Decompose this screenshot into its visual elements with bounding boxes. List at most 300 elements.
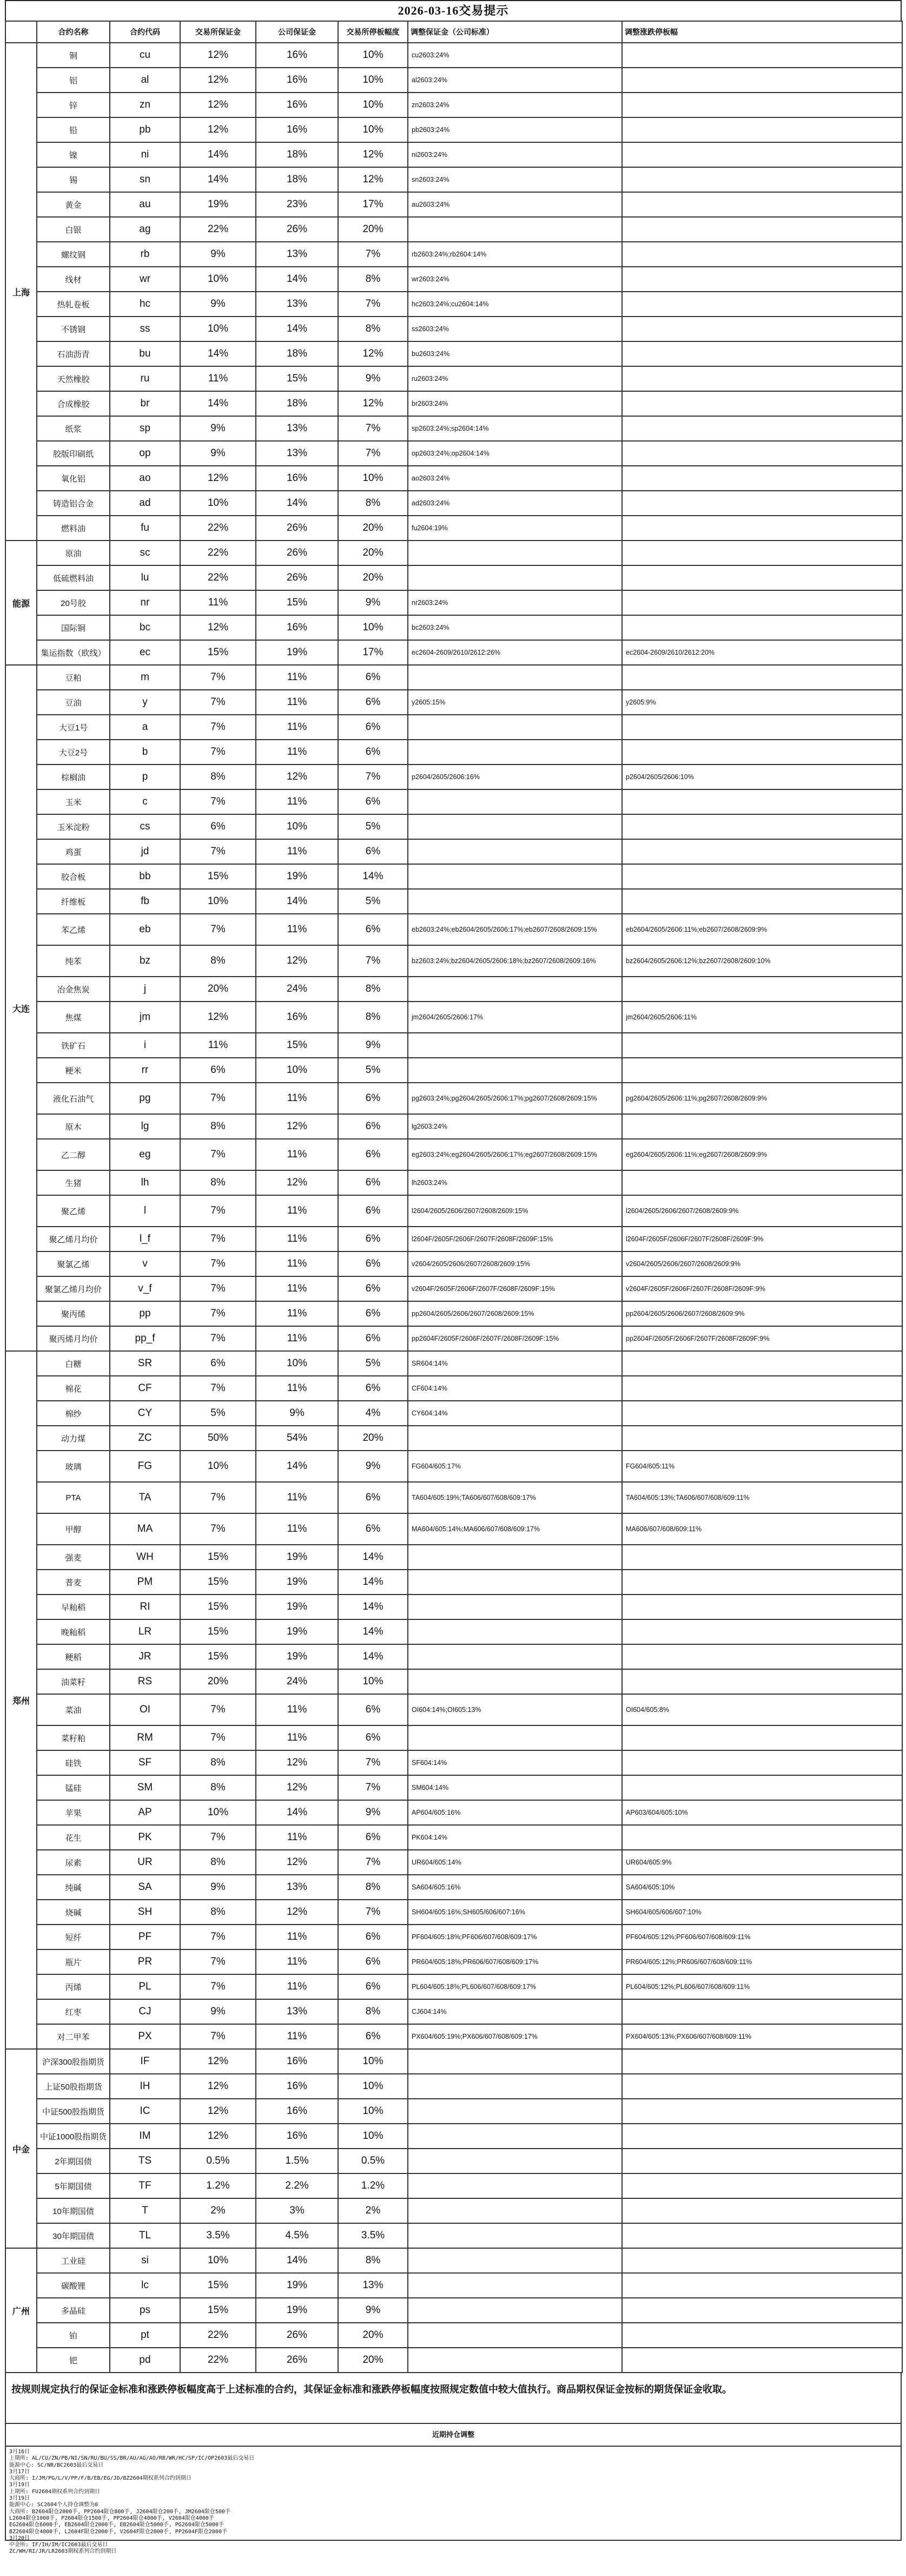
company-margin: 16% [256,2074,338,2099]
adjusted-margin [408,2348,622,2373]
company-margin: 13% [256,1999,338,2024]
company-margin: 11% [256,1227,338,1251]
company-margin: 12% [256,1750,338,1775]
adjusted-margin: SH604/605:16%;SH605/606/607:16% [408,1900,622,1925]
adjusted-margin: ru2603:24% [408,366,622,391]
company-margin: 14% [256,491,338,516]
price-limit: 9% [338,2298,408,2323]
contract-name: 聚丙烯月均价 [37,1326,110,1351]
company-margin: 19% [256,1619,338,1644]
adjusted-margin: v2604F/2605F/2606F/2607F/2608F/2609F:15% [408,1276,622,1301]
company-margin: 4.5% [256,2223,338,2248]
contract-code: ps [110,2298,180,2323]
price-limit: 12% [338,167,408,192]
adjusted-margin [408,2198,622,2223]
exchange-margin: 10% [180,889,256,914]
table-row [5,2149,902,2173]
contract-name: 粳稻 [37,1644,110,1669]
adjusted-margin [408,541,622,565]
price-limit: 6% [338,1925,408,1949]
table-row [5,590,902,615]
company-margin: 19% [256,1545,338,1570]
contract-name: 螺纹钢 [37,242,110,267]
company-margin: 11% [256,665,338,690]
exchange-margin: 9% [180,242,256,267]
table-row [5,516,902,541]
contract-code: ru [110,366,180,391]
exchange-margin: 7% [180,1825,256,1850]
contract-code: ao [110,466,180,491]
price-limit: 13% [338,2273,408,2298]
company-margin: 11% [256,1482,338,1513]
contract-code: bb [110,864,180,889]
table-row [5,889,902,914]
exchange-margin: 7% [180,690,256,715]
contract-name: 5年期国债 [37,2173,110,2198]
contract-code: ni [110,142,180,167]
adjusted-margin [408,665,622,690]
price-limit: 7% [338,1750,408,1775]
contract-name: 纸浆 [37,416,110,441]
price-limit: 7% [338,242,408,267]
company-margin: 11% [256,1301,338,1326]
contract-name: 油菜籽 [37,1669,110,1694]
adjusted-limit: AP603/604/605:10% [622,1800,902,1825]
company-margin: 12% [256,1850,338,1875]
contract-code: fu [110,516,180,541]
table-row [5,1083,902,1114]
table-row [5,1619,902,1644]
exchange-margin: 8% [180,765,256,789]
price-limit: 7% [338,416,408,441]
price-limit: 1.2% [338,2173,408,2198]
contract-name: 粳米 [37,1058,110,1083]
adjusted-margin [408,2124,622,2149]
price-limit: 6% [338,1694,408,1725]
contract-code: ZC [110,1426,180,1451]
company-margin: 11% [256,1139,338,1170]
adjusted-margin: PL604/605:18%;PL606/607/608/609:17% [408,1974,622,1999]
price-limit: 20% [338,2348,408,2373]
company-margin: 11% [256,1513,338,1545]
exchange-margin: 7% [180,715,256,740]
exchange-margin: 10% [180,267,256,292]
adjusted-limit [622,839,902,864]
header-exchange-margin: 交易所保证金 [180,21,256,43]
contract-name: 苯乙烯 [37,914,110,945]
contract-name: 乙二醇 [37,1139,110,1170]
exchange-margin: 22% [180,541,256,565]
price-limit: 7% [338,1900,408,1925]
recent-adjustments-text: 3月16日 上期所: AL/CU/ZN/PB/NI/SN/RU/BU/SS/BR/AU/AG/AO/RB/WR/HC/SP/IC/OP2603最后交易日 能源中心: SC/NR/BC2603最后交易日 3月17日 大商所: I/JM/PG/L/V/PP/F/B/EB/EG/JD/BZ2604期权系列合约到期日 3月19日 上期所: FU2604期权系列合约到期日 3月19日 能源中心: SC2604个人持仓调整为0 大商所: B2604限仓2000手, PP2604限仓800手, J2604限仓200手, JM2604限仓500手 L2604限仓1000手, P2604限仓1500手, PP2604限仓4000手, V2604限仓4000手 EG2604限仓6000手, EB2604限仓2000手, EB2604限仓5000手, PG2604限仓5000手 BZ2604限仓4000手, L2604F限仓2000手, V2604F限仓2000手, PP2604F限仓2000手 3月20日 中金所: IF/IH/IM/IC2603最后交易日 ZC/WH/RI/JR/LR2603期权系列合约到期日 [5,2447,902,2541]
price-limit: 7% [338,292,408,317]
table-row [5,142,902,167]
contract-name: 10年期国债 [37,2198,110,2223]
adjusted-limit [622,740,902,765]
exchange-margin: 3.5% [180,2223,256,2248]
contract-name: 丙烯 [37,1974,110,1999]
price-limit: 14% [338,1570,408,1595]
adjusted-limit: FG604/605:11% [622,1451,902,1482]
adjusted-limit [622,814,902,839]
adjusted-limit [622,1114,902,1139]
contract-name: 棉纱 [37,1401,110,1426]
adjusted-limit: SA604/605:10% [622,1875,902,1900]
contract-code: b [110,740,180,765]
company-margin: 16% [256,117,338,142]
company-margin: 14% [256,1800,338,1825]
table-row [5,864,902,889]
adjusted-limit: pp2604/2605/2606/2607/2608/2609:9% [622,1301,902,1326]
adjusted-margin [408,814,622,839]
table-row [5,977,902,1002]
contract-name: 菜籽粕 [37,1725,110,1750]
exchange-margin: 15% [180,1570,256,1595]
price-limit: 6% [338,2024,408,2049]
exchange-margin: 10% [180,491,256,516]
company-margin: 11% [256,740,338,765]
price-limit: 6% [338,1949,408,1974]
price-limit: 5% [338,814,408,839]
price-limit: 9% [338,1451,408,1482]
adjusted-limit: pg2604/2605/2606:11%;pg2607/2608/2609:9% [622,1083,902,1114]
adjusted-limit [622,2198,902,2223]
adjusted-limit [622,1376,902,1401]
adjusted-margin [408,2173,622,2198]
contract-name: 玉米淀粉 [37,814,110,839]
exchange-margin: 9% [180,1999,256,2024]
contract-name: 棕榈油 [37,765,110,789]
contract-code: T [110,2198,180,2223]
price-limit: 6% [338,740,408,765]
table-row [5,1227,902,1251]
table-row [5,1925,902,1949]
adjusted-margin: CY604:14% [408,1401,622,1426]
exchange-margin: 12% [180,2074,256,2099]
contract-code: OI [110,1694,180,1725]
exchange-margin: 7% [180,1139,256,1170]
adjusted-limit [622,889,902,914]
adjusted-limit: l2604/2605/2606/2607/2608/2609:9% [622,1195,902,1227]
price-limit: 10% [338,2049,408,2074]
adjusted-margin [408,977,622,1002]
table-row [5,1139,902,1170]
price-limit: 10% [338,615,408,640]
table-row [5,1114,902,1139]
price-limit: 6% [338,1482,408,1513]
table-row [5,1725,902,1750]
adjusted-margin: op2603:24%;op2604:14% [408,441,622,466]
company-margin: 12% [256,1775,338,1800]
adjusted-margin [408,1058,622,1083]
company-margin: 16% [256,2124,338,2149]
adjusted-limit: jm2604/2605/2606:11% [622,1002,902,1033]
company-margin: 26% [256,516,338,541]
contract-name: 铅 [37,117,110,142]
adjusted-limit: p2604/2605/2606:10% [622,765,902,789]
company-margin: 11% [256,715,338,740]
exchange-margin: 22% [180,516,256,541]
exchange-margin: 7% [180,1974,256,1999]
company-margin: 16% [256,1002,338,1033]
adjusted-margin: PF604/605:18%;PF606/607/608/609:17% [408,1925,622,1949]
table-row [5,167,902,192]
contract-name: 聚氯乙烯 [37,1251,110,1276]
header-price-limit: 交易所停板幅度 [338,21,408,43]
table-row [5,1376,902,1401]
table-body [5,43,902,2373]
company-margin: 18% [256,391,338,416]
price-limit: 20% [338,565,408,590]
exchange-margin: 9% [180,441,256,466]
adjusted-limit [622,1775,902,1800]
price-limit: 12% [338,142,408,167]
price-limit: 4% [338,1401,408,1426]
adjusted-margin [408,1669,622,1694]
exchange-margin: 8% [180,1170,256,1195]
adjusted-limit [622,2124,902,2149]
table-row [5,1301,902,1326]
table-row [5,2074,902,2099]
price-limit: 5% [338,1058,408,1083]
adjusted-margin: pg2603:24%;pg2604/2605/2606:17%;pg2607/2608/2609:15% [408,1083,622,1114]
contract-name: 低硫燃料油 [37,565,110,590]
adjusted-limit [622,977,902,1002]
table-row [5,814,902,839]
price-limit: 20% [338,541,408,565]
exchange-margin: 7% [180,1083,256,1114]
exchange-margin: 12% [180,615,256,640]
table-row [5,267,902,292]
adjusted-limit [622,516,902,541]
adjusted-margin [408,2149,622,2173]
contract-name: 锌 [37,93,110,117]
company-margin: 12% [256,945,338,977]
contract-name: 白糖 [37,1351,110,1376]
table-row [5,2024,902,2049]
table-row [5,789,902,814]
contract-code: rb [110,242,180,267]
company-margin: 54% [256,1426,338,1451]
adjusted-limit [622,2049,902,2074]
adjusted-margin: al2603:24% [408,68,622,93]
contract-name: 工业硅 [37,2248,110,2273]
adjusted-limit [622,2323,902,2348]
table-header-row [5,21,902,43]
contract-name: 豆油 [37,690,110,715]
contract-code: pt [110,2323,180,2348]
adjusted-margin: UR604/605:14% [408,1850,622,1875]
adjusted-margin [408,715,622,740]
table-row [5,1058,902,1083]
adjusted-limit [622,1999,902,2024]
contract-code: y [110,690,180,715]
contract-code: lu [110,565,180,590]
table-row [5,541,902,565]
adjusted-margin: OI604:14%;OI605:13% [408,1694,622,1725]
contract-code: jd [110,839,180,864]
exchange-name: 郑州 [5,1351,37,2049]
company-margin: 11% [256,1694,338,1725]
table-row [5,715,902,740]
adjusted-limit [622,1619,902,1644]
adjusted-margin: ao2603:24% [408,466,622,491]
exchange-name: 大连 [5,665,37,1351]
contract-name: 线材 [37,267,110,292]
price-limit: 17% [338,192,408,217]
price-limit: 2% [338,2198,408,2223]
exchange-margin: 11% [180,590,256,615]
price-limit: 6% [338,1825,408,1850]
adjusted-limit [622,366,902,391]
adjusted-margin: zn2603:24% [408,93,622,117]
exchange-margin: 7% [180,2024,256,2049]
contract-code: v_f [110,1276,180,1301]
table-row [5,2099,902,2124]
company-margin: 16% [256,93,338,117]
table-row [5,68,902,93]
contract-code: wr [110,267,180,292]
exchange-margin: 7% [180,665,256,690]
contract-code: ec [110,640,180,665]
table-row [5,2198,902,2223]
exchange-margin: 7% [180,1925,256,1949]
contract-code: a [110,715,180,740]
company-margin: 12% [256,1170,338,1195]
table-row [5,2298,902,2323]
adjusted-limit [622,2273,902,2298]
price-limit: 8% [338,1875,408,1900]
adjusted-margin [408,2223,622,2248]
adjusted-margin [408,1619,622,1644]
price-limit: 8% [338,1002,408,1033]
adjusted-limit: ec2604-2609/2610/2612:20% [622,640,902,665]
adjusted-limit [622,1033,902,1058]
header-exchange [5,21,37,43]
adjusted-margin: bz2603:24%;bz2604/2605/2606:18%;bz2607/2608/2609:16% [408,945,622,977]
price-limit: 7% [338,441,408,466]
table-row [5,2173,902,2198]
adjusted-margin: pb2603:24% [408,117,622,142]
price-limit: 6% [338,914,408,945]
contract-name: 热轧卷板 [37,292,110,317]
adjusted-margin: hc2603:24%;cu2604:14% [408,292,622,317]
company-margin: 19% [256,1595,338,1619]
table-row [5,341,902,366]
table-row [5,1451,902,1482]
price-limit: 7% [338,945,408,977]
contract-name: 上证50股指期货 [37,2074,110,2099]
contract-name: 铁矿石 [37,1033,110,1058]
table-row [5,1694,902,1725]
adjusted-limit: PR604/605:12%;PR606/607/608/609:11% [622,1949,902,1974]
contract-code: pp [110,1301,180,1326]
exchange-margin: 10% [180,317,256,341]
adjusted-margin [408,1644,622,1669]
adjusted-margin [408,1725,622,1750]
adjusted-margin [408,2298,622,2323]
contract-code: al [110,68,180,93]
table-row [5,1875,902,1900]
exchange-margin: 50% [180,1426,256,1451]
contract-name: 钯 [37,2348,110,2373]
header-contract-name: 合约名称 [37,21,110,43]
adjusted-limit [622,1570,902,1595]
contract-name: 大豆2号 [37,740,110,765]
exchange-margin: 7% [180,740,256,765]
company-margin: 19% [256,2273,338,2298]
table-row [5,665,902,690]
table-row [5,1401,902,1426]
company-margin: 24% [256,977,338,1002]
contract-name: 普麦 [37,1570,110,1595]
company-margin: 16% [256,2099,338,2124]
company-margin: 11% [256,1276,338,1301]
adjusted-limit [622,1669,902,1694]
company-margin: 18% [256,142,338,167]
exchange-margin: 7% [180,839,256,864]
exchange-margin: 12% [180,1002,256,1033]
table-row [5,2248,902,2273]
exchange-margin: 8% [180,1850,256,1875]
company-margin: 11% [256,1825,338,1850]
adjusted-margin: ni2603:24% [408,142,622,167]
adjusted-limit: bz2604/2605/2606:12%;bz2607/2608/2609:10% [622,945,902,977]
adjusted-margin: nr2603:24% [408,590,622,615]
page-title: 2026-03-16交易提示 [5,0,902,21]
company-margin: 15% [256,1033,338,1058]
table-row [5,1482,902,1513]
price-limit: 10% [338,117,408,142]
company-margin: 16% [256,68,338,93]
contract-code: SA [110,1875,180,1900]
price-limit: 12% [338,341,408,366]
price-limit: 20% [338,516,408,541]
table-row [5,765,902,789]
company-margin: 19% [256,2298,338,2323]
table-row [5,1276,902,1301]
price-limit: 0.5% [338,2149,408,2173]
contract-name: 烧碱 [37,1900,110,1925]
contract-name: 纯碱 [37,1875,110,1900]
company-margin: 10% [256,1351,338,1376]
adjusted-margin: lh2603:24% [408,1170,622,1195]
company-margin: 24% [256,1669,338,1694]
notice-text: 按规则规定执行的保证金标准和涨跌停板幅度高于上述标准的合约，其保证金标准和涨跌停板幅度按照规定数值中较大值执行。商品期权保证金按标的期货保证金收取。 [5,2373,902,2424]
exchange-margin: 12% [180,93,256,117]
exchange-margin: 6% [180,1351,256,1376]
exchange-margin: 6% [180,814,256,839]
adjusted-margin: v2604/2605/2606/2607/2608/2609:15% [408,1251,622,1276]
table-row [5,1644,902,1669]
contract-name: 尿素 [37,1850,110,1875]
contract-name: 天然橡胶 [37,366,110,391]
company-margin: 19% [256,1644,338,1669]
adjusted-limit [622,267,902,292]
price-limit: 20% [338,217,408,242]
exchange-margin: 15% [180,1595,256,1619]
table-row [5,1002,902,1033]
contract-code: pb [110,117,180,142]
adjusted-limit [622,1401,902,1426]
table-row [5,1426,902,1451]
price-limit: 10% [338,2074,408,2099]
table-row [5,740,902,765]
table-row [5,1900,902,1925]
contract-code: IM [110,2124,180,2149]
exchange-margin: 7% [180,1326,256,1351]
company-margin: 11% [256,1974,338,1999]
